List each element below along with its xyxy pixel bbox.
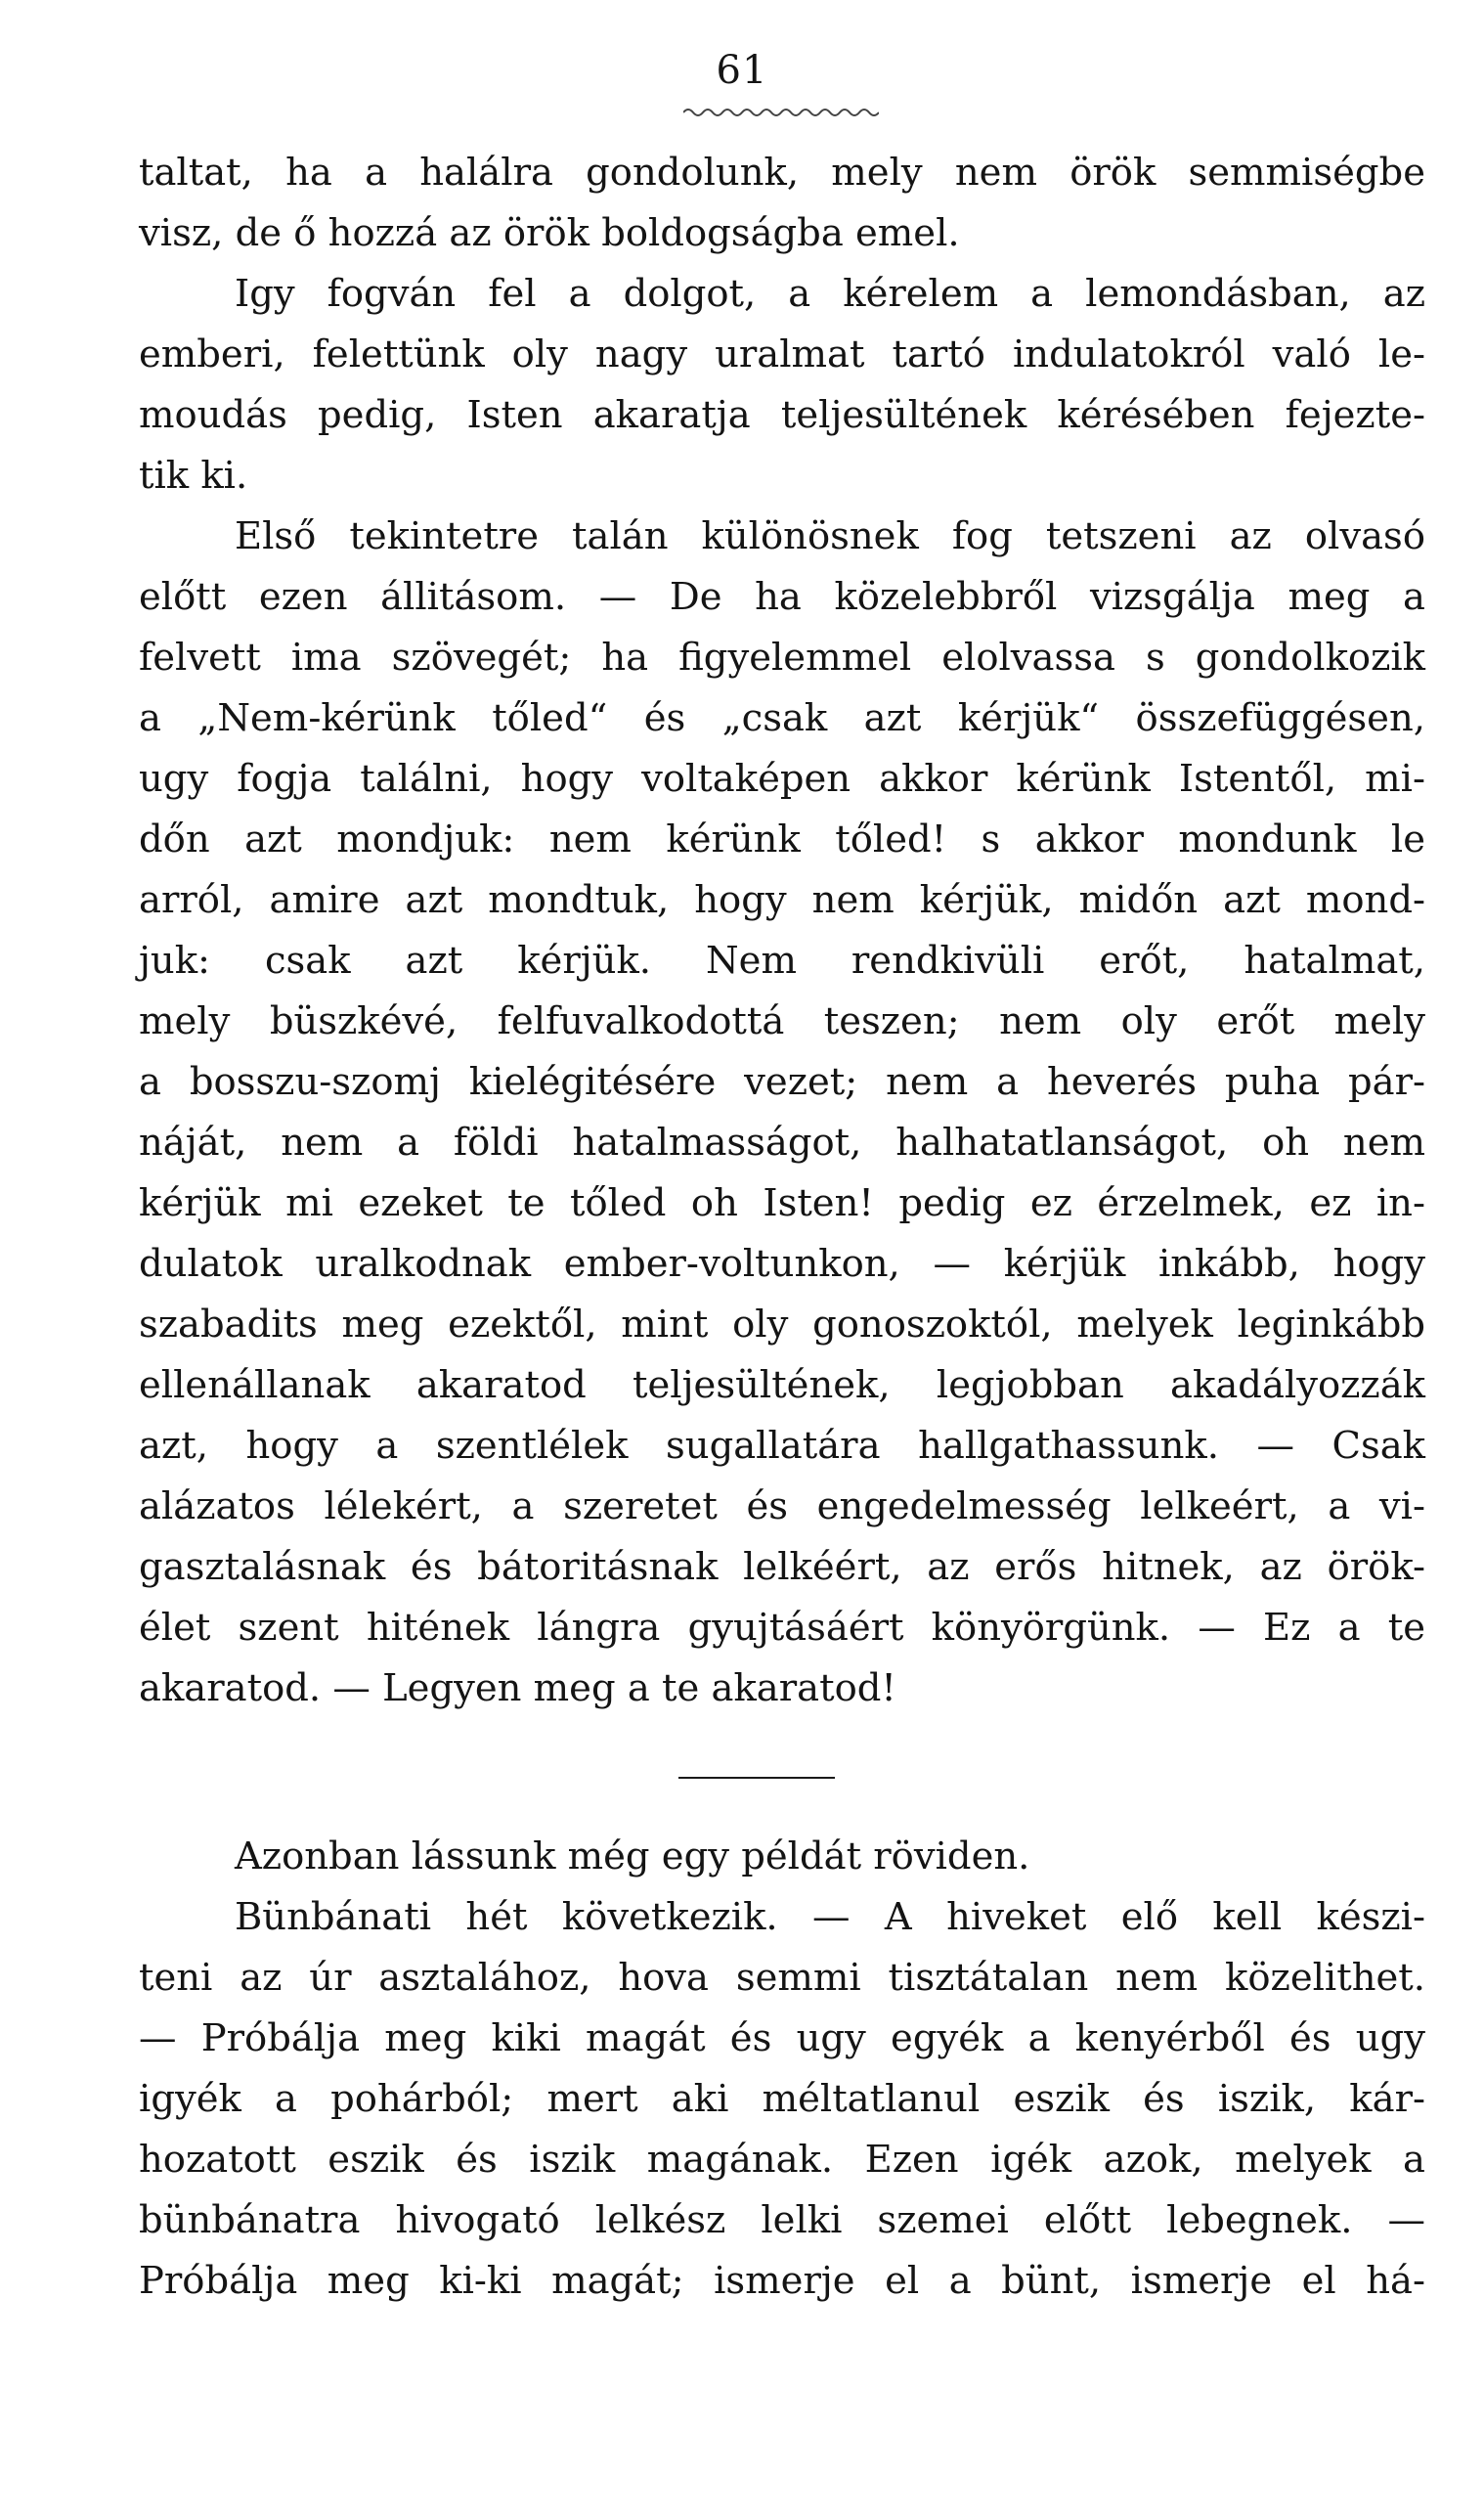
text-line: Első tekintetre talán különösnek fog tetszeni az olvasó xyxy=(235,514,1425,558)
page-number: 61 xyxy=(716,48,768,93)
text-line: Próbálja meg ki-ki magát; ismerje el a bünt, ismerje el há- xyxy=(139,2259,1425,2303)
text-line: Bünbánati hét következik. — A hiveket elő kell készi- xyxy=(235,1895,1425,1939)
text-line: emberi, felettünk oly nagy uralmat tartó indulatokról való le- xyxy=(139,332,1425,376)
text-line: taltat, ha a halálra gondolunk, mely nem örök semmiségbe xyxy=(139,151,1425,195)
text-line: juk: csak azt kérjük. Nem rendkivüli erőt, hatalmat, xyxy=(139,939,1425,983)
text-line: ellenállanak akaratod teljesültének, legjobban akadályozzák xyxy=(139,1363,1425,1407)
text-line: szabadits meg ezektől, mint oly gonoszoktól, melyek leginkább xyxy=(139,1303,1425,1347)
text-line: dőn azt mondjuk: nem kérünk tőled! s akkor mondunk le xyxy=(139,818,1425,862)
text-line: ugy fogja találni, hogy voltaképen akkor kérünk Istentől, mi- xyxy=(139,757,1425,801)
text-line: bünbánatra hivogató lelkész lelki szemei előtt lebegnek. — xyxy=(139,2198,1425,2242)
text-line: náját, nem a földi hatalmasságot, halhatatlanságot, oh nem xyxy=(139,1121,1425,1165)
text-line: előtt ezen állitásom. — De ha közelebbről vizsgálja meg a xyxy=(139,575,1425,619)
text-line: Azonban lássunk még egy példát röviden. xyxy=(235,1834,1030,1878)
text-line: alázatos lélekért, a szeretet és engedelmesség lelkeért, a vi- xyxy=(139,1484,1425,1528)
text-line: a „Nem-kérünk tőled“ és „csak azt kérjük“ összefüggésen, xyxy=(139,696,1425,740)
text-line: felvett ima szövegét; ha figyelemmel elolvassa s gondolkozik xyxy=(139,636,1425,680)
text-line: dulatok uralkodnak ember-voltunkon, — kérjük inkább, hogy xyxy=(139,1242,1425,1286)
text-line: kérjük mi ezeket te tőled oh Isten! pedig ez érzelmek, ez in- xyxy=(139,1181,1425,1225)
text-line: élet szent hitének lángra gyujtásáért könyörgünk. — Ez a te xyxy=(139,1606,1425,1650)
text-line: a bosszu-szomj kielégitésére vezet; nem a heverés puha pár- xyxy=(139,1060,1425,1104)
text-line: igyék a pohárból; mert aki méltatlanul eszik és iszik, kár- xyxy=(139,2077,1425,2121)
section-divider xyxy=(678,1777,835,1779)
text-line: hozatott eszik és iszik magának. Ezen igék azok, melyek a xyxy=(139,2138,1425,2182)
text-line: Igy fogván fel a dolgot, a kérelem a lemondásban, az xyxy=(235,272,1425,316)
wavy-ornament-icon xyxy=(683,106,879,119)
text-line: — Próbálja meg kiki magát és ugy egyék a kenyérből és ugy xyxy=(139,2016,1425,2060)
text-line: gasztalásnak és bátoritásnak lelkéért, az erős hitnek, az örök- xyxy=(139,1545,1425,1589)
text-line: visz, de ő hozzá az örök boldogságba emel. xyxy=(139,211,960,255)
text-line: arról, amire azt mondtuk, hogy nem kérjük, midőn azt mond- xyxy=(139,878,1425,922)
text-line: mely büszkévé, felfuvalkodottá teszen; nem oly erőt mely xyxy=(139,999,1425,1043)
text-line: azt, hogy a szentlélek sugallatára hallgathassunk. — Csak xyxy=(139,1424,1425,1468)
text-line: moudás pedig, Isten akaratja teljesültének kérésében fejezte- xyxy=(139,393,1425,437)
text-line: akaratod. — Legyen meg a te akaratod! xyxy=(139,1666,896,1710)
text-line: tik ki. xyxy=(139,454,248,498)
text-line: teni az úr asztalához, hova semmi tisztátalan nem közelithet. xyxy=(139,1956,1425,2000)
